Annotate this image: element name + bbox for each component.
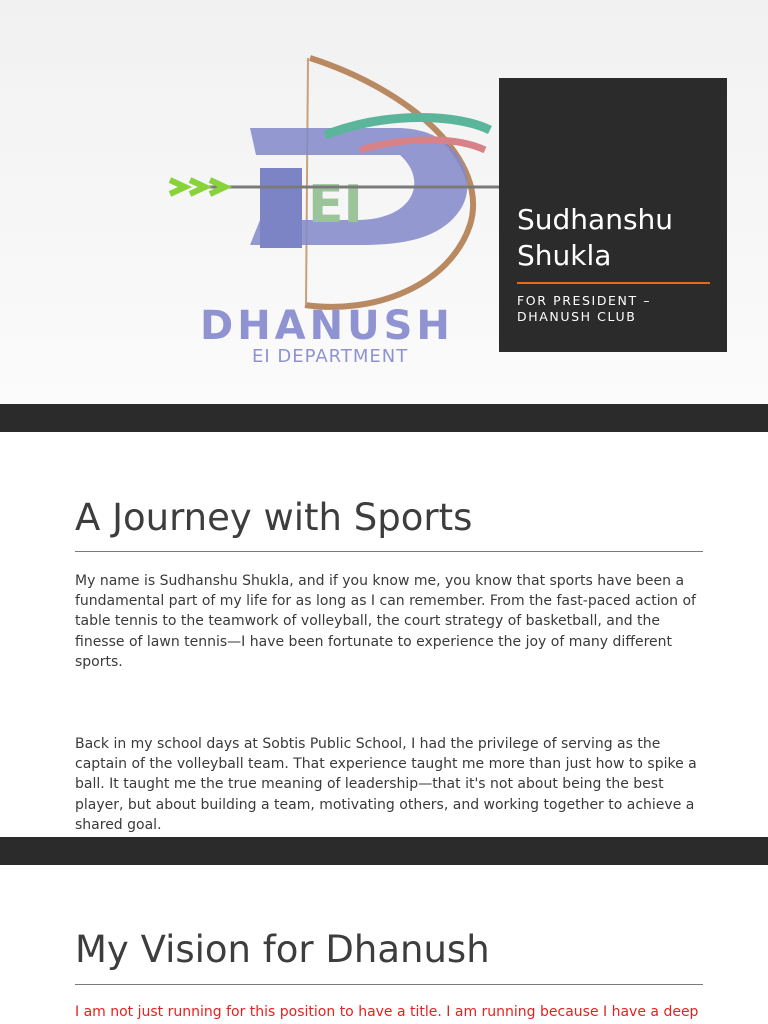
- candidate-name: Sudhanshu Shukla: [517, 203, 674, 272]
- section-heading-journey: A Journey with Sports: [75, 496, 473, 539]
- heading-rule-vision: [75, 984, 703, 985]
- logo-department: EI DEPARTMENT: [252, 346, 409, 367]
- title-slide: [0, 0, 768, 404]
- logo-initials: EI: [308, 175, 363, 235]
- paragraph-vision: I am not just running for this position to have a title. I am running because I have a deep: [75, 1004, 699, 1020]
- subtitle: FOR PRESIDENT – DHANUSH CLUB: [517, 293, 652, 324]
- logo-wordmark: DHANUSH: [200, 303, 454, 349]
- divider-band-2: [0, 837, 768, 865]
- title-panel: [499, 78, 727, 352]
- heading-rule-journey: [75, 551, 703, 552]
- letter-i-bar: [260, 168, 302, 248]
- paragraph-intro: My name is Sudhanshu Shukla, and if you know me, you know that sports have been a fundamental part of my life for as long as I can remember. From the fast-paced action of table tennis to the teamwork of volleyball, the court strategy of basketball, and the finesse of lawn tennis—I have been fortunate to experience the joy of many different sports.: [75, 573, 696, 670]
- divider-band-1: [0, 404, 768, 432]
- title-accent-rule: [517, 282, 710, 284]
- paragraph-school: Back in my school days at Sobtis Public School, I had the privilege of serving as the captain of the volleyball team. That experience taught me more than just how to spike a ball. It taught me the true meaning of leadership—that it's not about being the best player, but about building a team, motivating others, and working together to achieve a shared goal.: [75, 736, 697, 833]
- section-heading-vision: My Vision for Dhanush: [75, 928, 490, 971]
